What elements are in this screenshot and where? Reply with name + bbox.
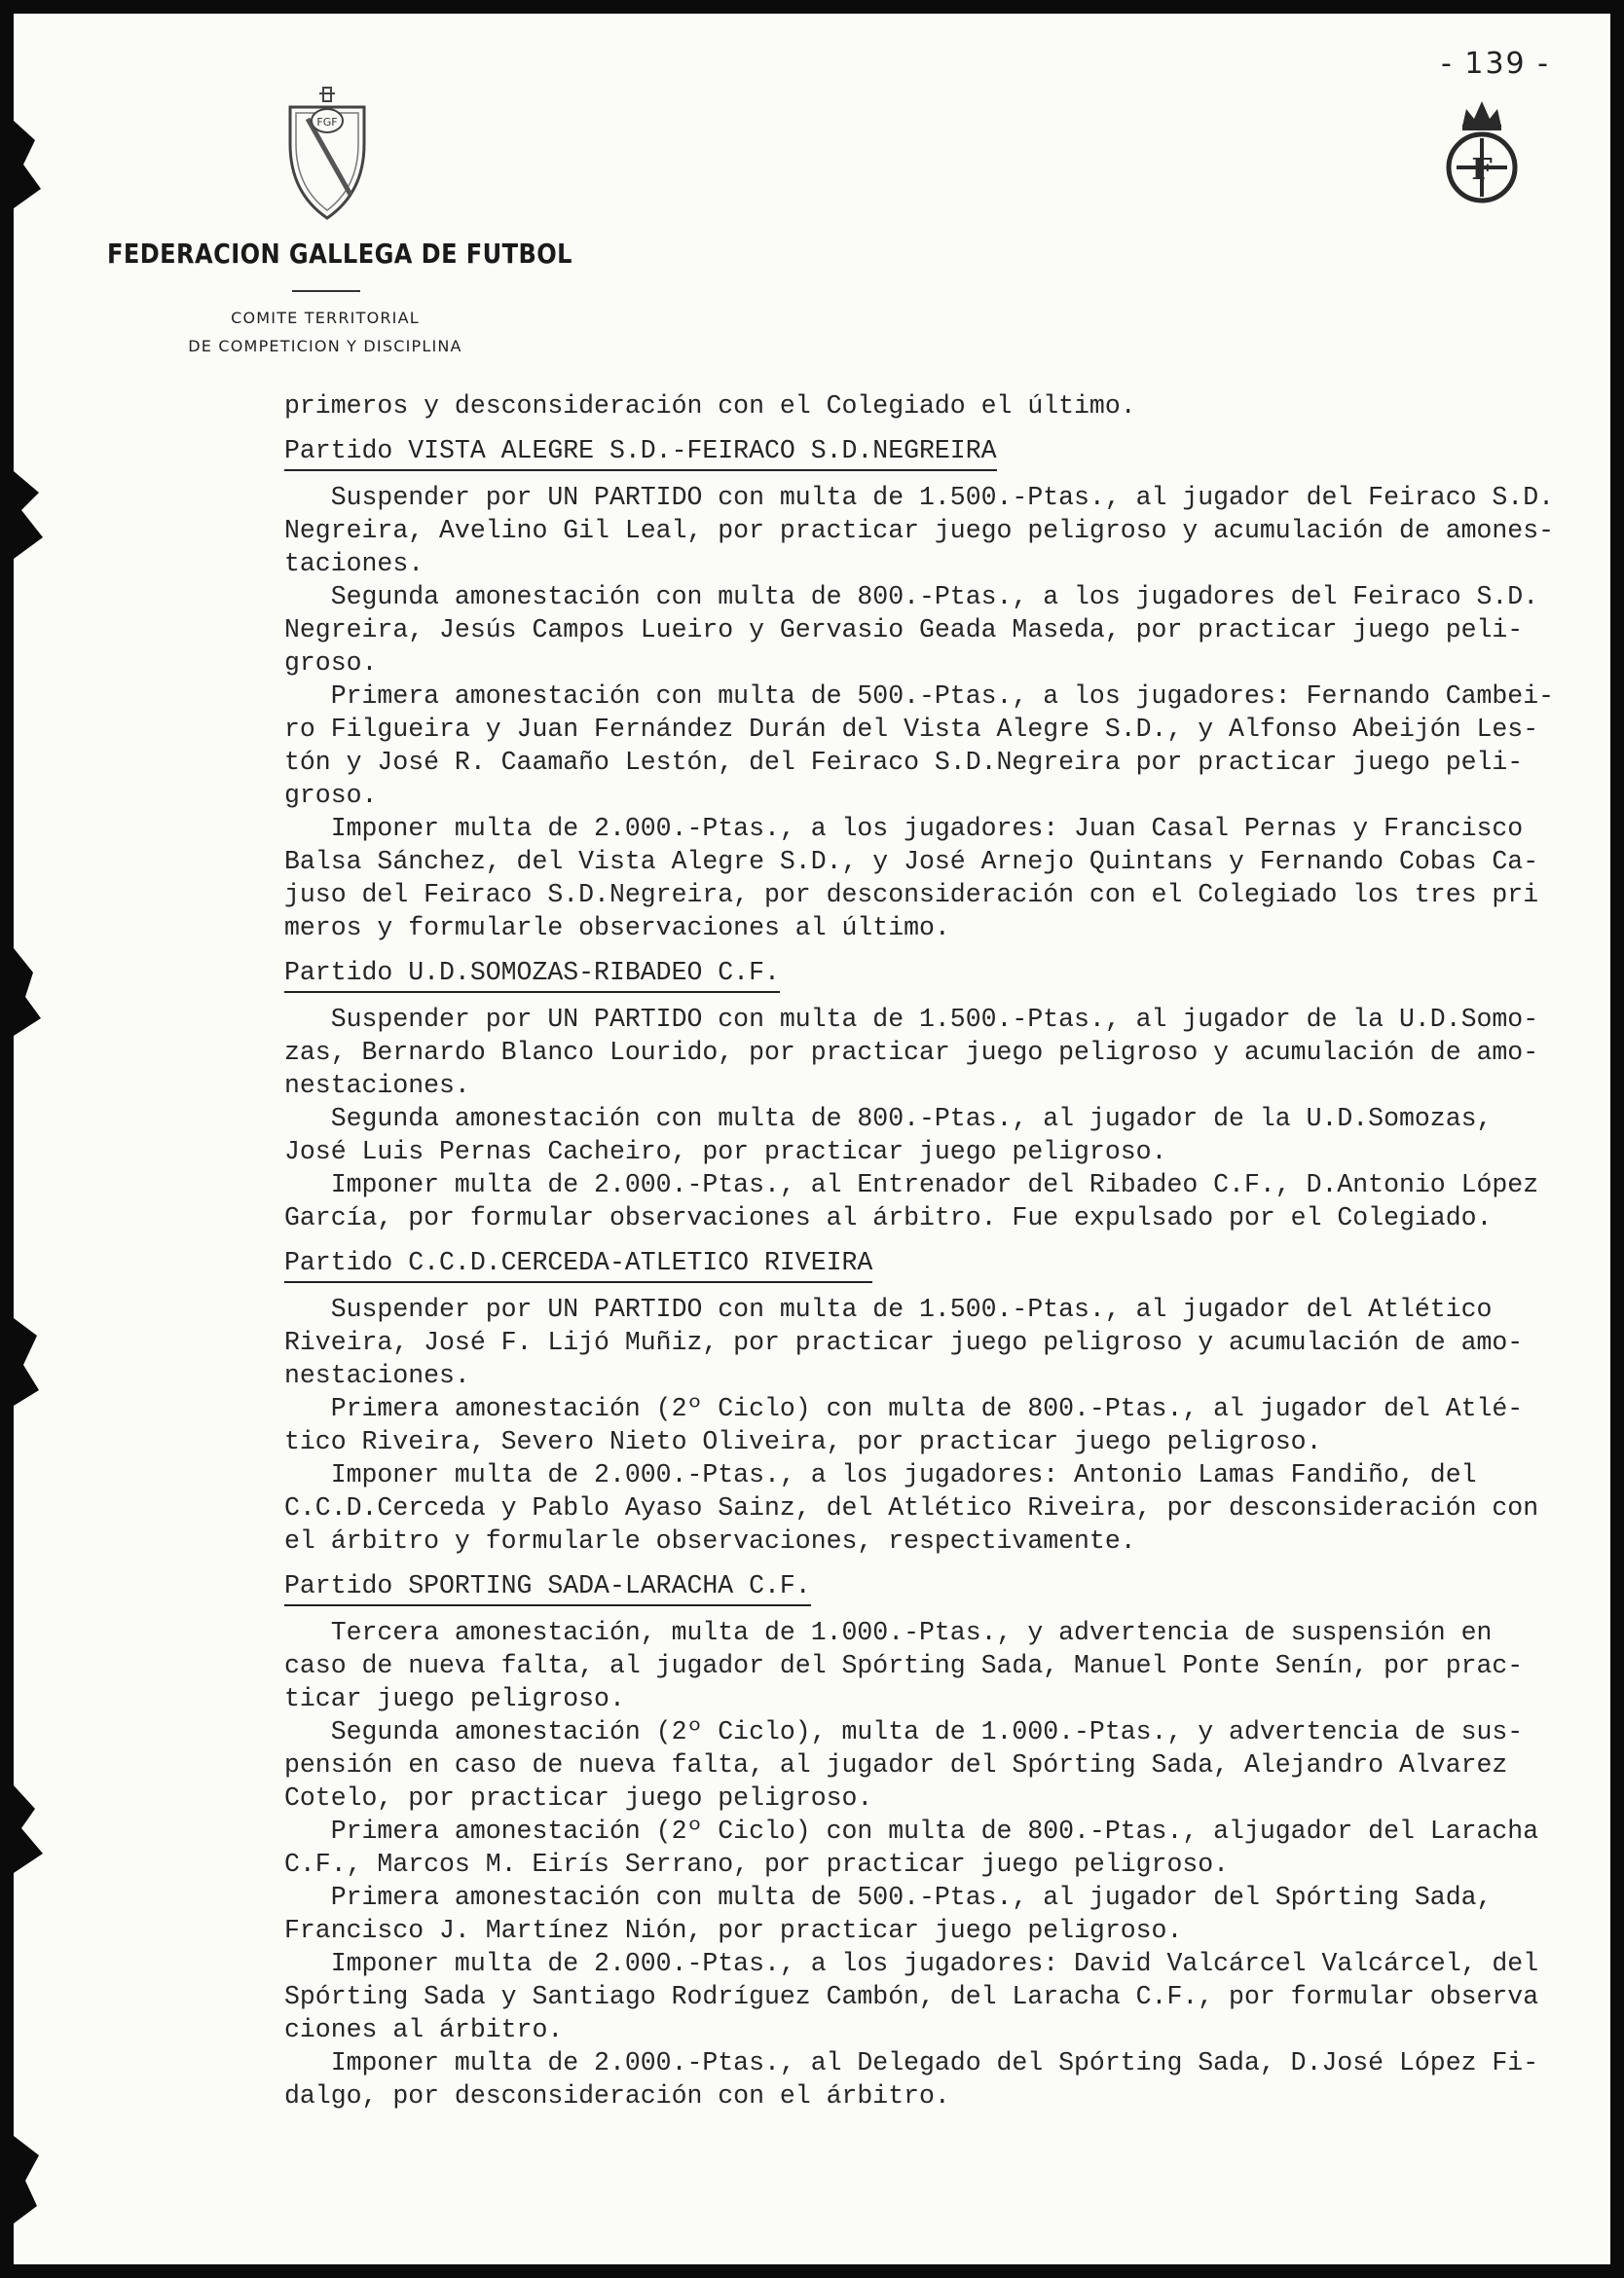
body-line: Primera amonestación (2º Ciclo) con multa de 800.-Ptas., al jugador del Atlé- (284, 1394, 1524, 1423)
federation-shield-icon (286, 86, 368, 222)
document-body (284, 389, 1606, 2113)
section-heading (284, 1569, 1606, 1608)
body-line: taciones. (284, 549, 424, 578)
body-line: Primera amonestación (2º Ciclo) con multa de 800.-Ptas., aljugador del Laracha (284, 1817, 1539, 1846)
body-line: zas, Bernardo Blanco Lourido, por practicar juego peligroso y acumulación de amo- (284, 1038, 1539, 1067)
section-heading-text: Partido C.C.D.CERCEDA-ATLETICO RIVEIRA (284, 1246, 872, 1283)
body-line: groso. (284, 648, 378, 678)
section-heading (284, 1246, 1606, 1285)
body-line: Primera amonestación con multa de 500.-Ptas., al jugador del Spórting Sada, (284, 1883, 1493, 1912)
body-line: ciones al árbitro. (284, 2015, 564, 2044)
body-line: Imponer multa de 2.000.-Ptas., a los jugadores: Antonio Lamas Fandiño, del (284, 1460, 1477, 1489)
committee-line-1: COMITE TERRITORIAL (231, 309, 420, 327)
tear-mark (14, 948, 47, 1036)
body-line: Segunda amonestación (2º Ciclo), multa de 1.000.-Ptas., y advertencia de sus- (284, 1717, 1524, 1746)
header-divider (292, 290, 360, 292)
body-line: Spórting Sada y Santiago Rodríguez Cambón, del Laracha C.F., por formular observa (284, 1982, 1539, 2011)
body-line: tico Riveira, Severo Nieto Oliveira, por practicar juego peligroso. (284, 1427, 1322, 1456)
svg-text:F: F (1471, 153, 1493, 187)
body-line: groso. (284, 781, 378, 810)
body-line: Suspender por UN PARTIDO con multa de 1.500.-Ptas., al jugador de la U.D.Somo- (284, 1005, 1539, 1034)
body-line: Segunda amonestación con multa de 800.-Ptas., al jugador de la U.D.Somozas, (284, 1104, 1493, 1133)
body-line: Tercera amonestación, multa de 1.000.-Ptas., y advertencia de suspensión en (284, 1618, 1493, 1647)
body-line: tón y José R. Caamaño Lestón, del Feiraco S.D.Negreira por practicar juego peli- (284, 748, 1524, 777)
section-heading (284, 434, 1606, 473)
body-line: C.F., Marcos M. Eirís Serrano, por practicar juego peligroso. (284, 1850, 1230, 1879)
body-line: Suspender por UN PARTIDO con multa de 1.500.-Ptas., al jugador del Atlético (284, 1295, 1493, 1324)
tear-mark (14, 121, 47, 208)
tear-mark (14, 1318, 47, 1406)
body-line: Primera amonestación con multa de 500.-Ptas., a los jugadores: Fernando Cambei- (284, 681, 1555, 711)
page-number: - 139 - (1441, 47, 1550, 81)
body-line: Francisco J. Martínez Nión, por practicar juego peligroso. (284, 1916, 1183, 1945)
body-line: caso de nueva falta, al jugador del Spórting Sada, Manuel Ponte Senín, por prac- (284, 1651, 1524, 1680)
body-line: Imponer multa de 2.000.-Ptas., al Entrenador del Ribadeo C.F., D.Antonio López (284, 1170, 1539, 1199)
section-heading (284, 956, 1606, 995)
body-line: el árbitro y formularle observaciones, respectivamente. (284, 1526, 1136, 1556)
committee-name (130, 304, 520, 360)
body-line: Segunda amonestación con multa de 800.-Ptas., a los jugadores del Feiraco S.D. (284, 582, 1539, 611)
body-line: Riveira, José F. Lijó Muñiz, por practicar juego peligroso y acumulación de amo- (284, 1328, 1524, 1357)
body-line: José Luis Pernas Cacheiro, por practicar juego peligroso. (284, 1137, 1167, 1166)
body-line: Negreira, Jesús Campos Lueiro y Gervasio Geada Maseda, por practicar juego peli- (284, 615, 1524, 644)
section-heading-text: Partido SPORTING SADA-LARACHA C.F. (284, 1569, 811, 1606)
section-heading-text: Partido U.D.SOMOZAS-RIBADEO C.F. (284, 956, 780, 993)
body-line: juso del Feiraco S.D.Negreira, por desconsideración con el Colegiado los tres pri (284, 880, 1539, 909)
body-line: Imponer multa de 2.000.-Ptas., al Delegado del Spórting Sada, D.José López Fi- (284, 2048, 1539, 2077)
tear-mark (14, 1785, 47, 1873)
body-line: pensión en caso de nueva falta, al jugador del Spórting Sada, Alejandro Alvarez (284, 1750, 1508, 1780)
document-page (14, 14, 1610, 2264)
intro-line: primeros y desconsideración con el Colegiado el último. (284, 391, 1136, 421)
organization-name: FEDERACION GALLEGA DE FUTBOL (107, 238, 572, 270)
body-line: Suspender por UN PARTIDO con multa de 1.500.-Ptas., al jugador del Feiraco S.D. (284, 483, 1555, 512)
body-line: dalgo, por desconsideración con el árbitro. (284, 2081, 950, 2111)
body-line: C.C.D.Cerceda y Pablo Ayaso Sainz, del Atlético Riveira, por desconsideración con (284, 1493, 1539, 1523)
body-line: nestaciones. (284, 1361, 470, 1390)
body-line: nestaciones. (284, 1071, 470, 1100)
body-line: ticar juego peligroso. (284, 1684, 625, 1713)
body-line: Imponer multa de 2.000.-Ptas., a los jugadores: David Valcárcel Valcárcel, del (284, 1949, 1539, 1978)
body-line: Balsa Sánchez, del Vista Alegre S.D., y José Arnejo Quintans y Fernando Cobas Ca- (284, 847, 1539, 876)
royal-crown-crest-icon (1443, 92, 1521, 204)
body-line: ro Filgueira y Juan Fernández Durán del Vista Alegre S.D., y Alfonso Abeijón Les- (284, 715, 1539, 744)
body-line: Cotelo, por practicar juego peligroso. (284, 1783, 873, 1813)
svg-text:FGF: FGF (316, 116, 338, 129)
tear-mark (14, 471, 47, 559)
body-line: Negreira, Avelino Gil Leal, por practicar juego peligroso y acumulación de amones- (284, 516, 1555, 545)
committee-line-2: DE COMPETICION Y DISCIPLINA (188, 337, 462, 355)
body-line: García, por formular observaciones al árbitro. Fue expulsado por el Colegiado. (284, 1203, 1493, 1232)
section-heading-text: Partido VISTA ALEGRE S.D.-FEIRACO S.D.NEGREIRA (284, 434, 997, 471)
tear-mark (14, 2136, 47, 2223)
body-line: meros y formularle observaciones al último. (284, 913, 950, 942)
body-line: Imponer multa de 2.000.-Ptas., a los jugadores: Juan Casal Pernas y Francisco (284, 814, 1524, 843)
